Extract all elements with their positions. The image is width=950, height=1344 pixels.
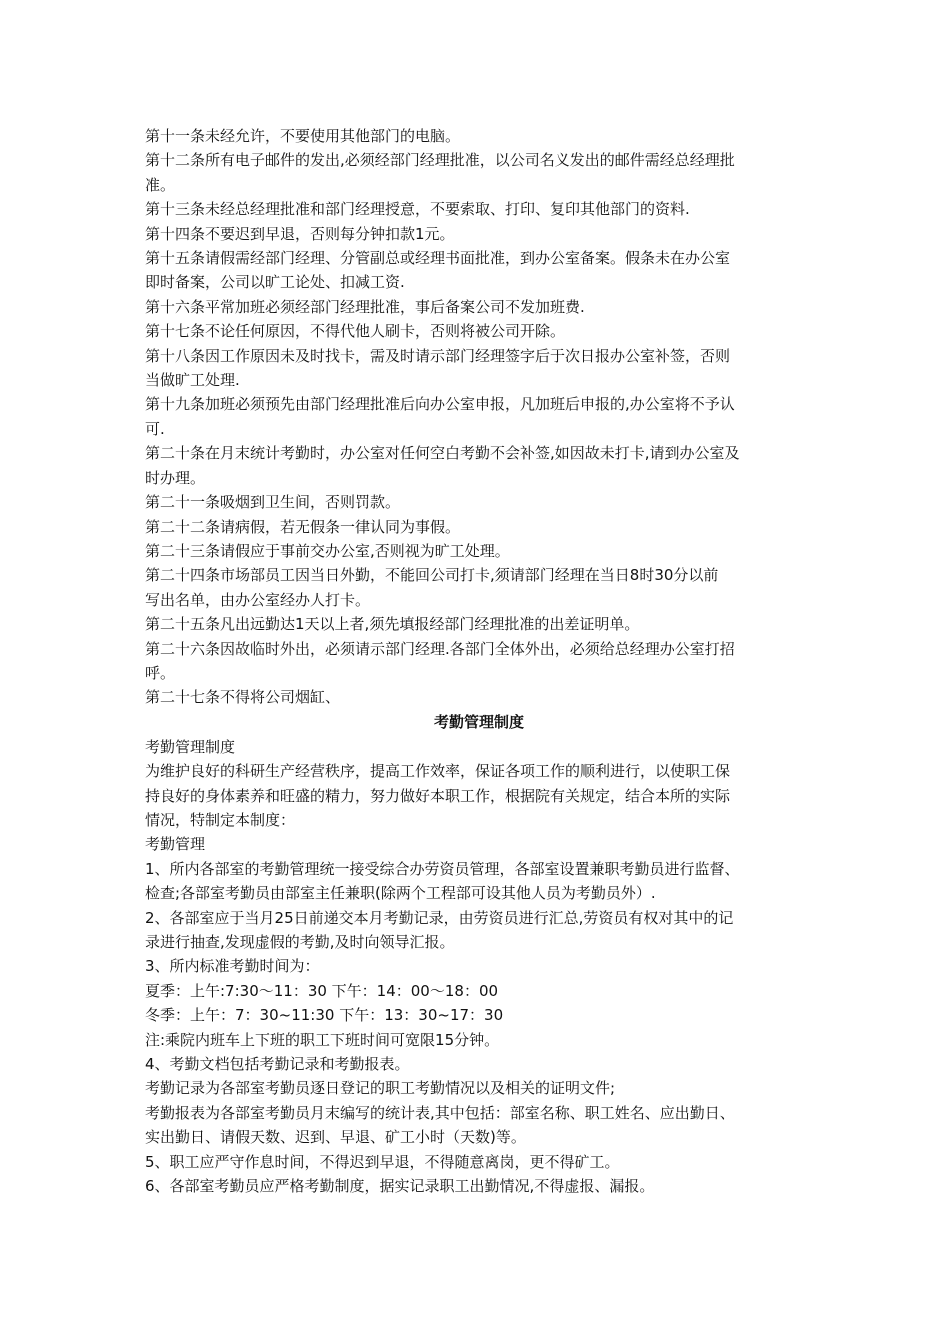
article-line: 呼。 (145, 663, 176, 682)
body-line: 注:乘院内班车上下班的职工下班时间可宽限15分钟。 (145, 1030, 500, 1049)
article-line: 可. (145, 419, 165, 438)
body-line: 4、考勤文档包括考勤记录和考勤报表。 (145, 1055, 410, 1074)
section-title: 考勤管理制度 (433, 712, 524, 731)
article-line: 第二十条在月末统计考勤时，办公室对任何空白考勤不会补签,如因故未打卡,请到办公室及 (145, 444, 740, 463)
article-line: 第二十五条凡出远勤达1天以上者,须先填报经部门经理批准的出差证明单。 (145, 615, 640, 634)
article-line: 第十二条所有电子邮件的发出,必须经部门经理批准，以公司名义发出的邮件需经总经理批 (145, 151, 735, 170)
body-line: 考勤记录为各部室考勤员逐日登记的职工考勤情况以及相关的证明文件; (145, 1079, 616, 1098)
article-line: 第二十一条吸烟到卫生间，否则罚款。 (145, 493, 401, 512)
body-line: 为维护良好的科研生产经营秩序，提高工作效率，保证各项工作的顺利进行，以使职工保 (145, 762, 731, 781)
article-line: 第二十三条请假应于事前交办公室,否则视为旷工处理。 (145, 541, 510, 560)
body-line: 2、各部室应于当月25日前递交本月考勤记录，由劳资员进行汇总,劳资员有权对其中的记 (145, 908, 734, 927)
body-line: 1、所内各部室的考勤管理统一接受综合办劳资员管理，各部室设置兼职考勤员进行监督、 (145, 859, 740, 878)
article-line: 当做旷工处理. (145, 371, 240, 390)
article-line: 第十五条请假需经部门经理、分管副总或经理书面批准，到办公室备案。假条未在办公室 (145, 249, 731, 268)
body-line: 检查;各部室考勤员由部室主任兼职(除两个工程部可设其他人员为考勤员外）. (145, 884, 656, 903)
article-line: 第十三条未经总经理批准和部门经理授意，不要索取、打印、复印其他部门的资料. (145, 200, 690, 219)
body-line: 冬季：上午：7：30~11:30 下午：13：30~17：30 (145, 1006, 504, 1025)
body-line: 录进行抽查,发现虚假的考勤,及时向领导汇报。 (145, 933, 455, 951)
document-page (145, 124, 813, 1198)
body-line: 考勤管理 (145, 835, 206, 854)
article-line: 时办理。 (145, 468, 206, 487)
body-line: 情况，特制定本制度： (145, 810, 296, 829)
article-line: 写出名单，由办公室经办人打卡。 (145, 590, 371, 609)
article-line: 第十七条不论任何原因，不得代他人刷卡，否则将被公司开除。 (145, 322, 566, 341)
body-line: 6、各部室考勤员应严格考勤制度，据实记录职工出勤情况,不得虚报、漏报。 (145, 1177, 655, 1196)
article-line: 第十一条未经允许，不要使用其他部门的电脑。 (145, 127, 461, 145)
article-line: 第十九条加班必须预先由部门经理批准后向办公室申报，凡加班后申报的,办公室将不予认 (145, 395, 735, 414)
article-line: 即时备案，公司以旷工论处、扣减工资. (145, 273, 405, 292)
article-line: 第二十六条因故临时外出，必须请示部门经理.各部门全体外出，必须给总经理办公室打招 (145, 639, 735, 658)
article-line: 准。 (145, 175, 176, 194)
body-line: 3、所内标准考勤时间为： (145, 957, 320, 976)
article-line: 第二十七条不得将公司烟缸、 (145, 688, 341, 707)
article-line: 第二十二条请病假，若无假条一律认同为事假。 (145, 517, 461, 536)
body-line: 持良好的身体素养和旺盛的精力，努力做好本职工作，根据院有关规定，结合本所的实际 (145, 786, 731, 805)
article-line: 第二十四条市场部员工因当日外勤，不能回公司打卡,须请部门经理在当日8时30分以前 (145, 566, 719, 585)
article-line: 第十四条不要迟到早退，否则每分钟扣款1元。 (145, 224, 455, 243)
body-section (145, 735, 813, 1199)
article-line: 第十六条平常加班必须经部门经理批准，事后备案公司不发加班费. (145, 297, 585, 316)
article-line: 第十八条因工作原因未及时找卡，需及时请示部门经理签字后于次日报办公室补签，否则 (145, 346, 731, 365)
body-line: 5、职工应严守作息时间，不得迟到早退，不得随意离岗，更不得矿工。 (145, 1152, 620, 1171)
articles-section (145, 124, 813, 710)
body-line: 实出勤日、请假天数、迟到、早退、矿工小时（天数)等。 (145, 1128, 526, 1147)
body-line: 考勤报表为各部室考勤员月末编写的统计表,其中包括：部室名称、职工姓名、应出勤日、 (145, 1103, 735, 1122)
body-line: 夏季：上午:7:30～11：30 下午：14：00～18：00 (145, 981, 499, 1000)
body-line: 考勤管理制度 (145, 737, 236, 756)
